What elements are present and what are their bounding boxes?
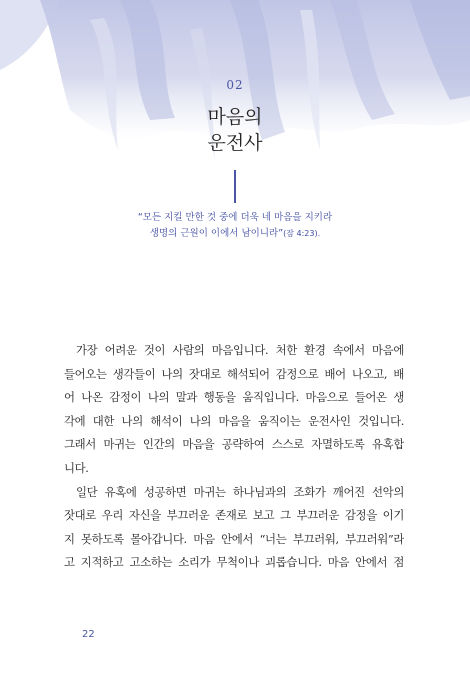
paragraph-1 bbox=[64, 339, 404, 481]
chapter-title-line-2: 운전사 bbox=[207, 132, 263, 154]
paragraph-line: 그래서 마귀는 인간의 마음을 공략하여 스스로 자멸하도록 유혹합 bbox=[64, 437, 404, 452]
paragraph-line: 각에 대한 나의 해석이 나의 마음을 움직이는 운전사인 것입니다. bbox=[64, 413, 404, 428]
epigraph-line-2 bbox=[0, 226, 470, 241]
vertical-divider bbox=[234, 170, 236, 203]
chapter-number: 02 bbox=[226, 78, 244, 92]
paragraph-line: 가장 어려운 것이 사람의 마음입니다. 처한 환경 속에서 마음에 bbox=[76, 343, 404, 357]
epigraph-quote-text: 생명의 근원이 이에서 남이니라” bbox=[149, 228, 284, 239]
paragraph-line: 지 못하도록 몰아갑니다. 마음 안에서 “너는 부끄러워, 부끄러워”라 bbox=[64, 531, 404, 546]
chapter-title-line-1: 마음의 bbox=[207, 106, 263, 128]
epigraph-line-1: “모든 지킬 만한 것 중에 더욱 네 마음을 지키라 bbox=[137, 212, 333, 223]
paragraph-line: 고 지적하고 고소하는 소리가 무척이나 괴롭습니다. 마음 안에서 점 bbox=[64, 555, 404, 570]
paragraph-line: 들어오는 생각들이 나의 잣대로 해석되어 감정으로 배어 나오고, 배 bbox=[64, 366, 404, 381]
paragraph-2 bbox=[64, 481, 404, 575]
paragraph-line: 일단 유혹에 성공하면 마귀는 하나님과의 조화가 깨어진 선악의 bbox=[76, 484, 404, 499]
paragraph-line: 니다. bbox=[64, 460, 89, 475]
paragraph-line: 잣대로 우리 자신을 부끄러운 존재로 보고 그 부끄러운 감정을 이기 bbox=[64, 508, 404, 523]
page-number: 22 bbox=[82, 629, 95, 640]
epigraph-scripture-reference: (잠 4:23). bbox=[283, 229, 321, 238]
body-text bbox=[64, 339, 404, 575]
paragraph-line: 어 나온 감정이 나의 말과 행동을 움직입니다. 마음으로 들어온 생 bbox=[64, 390, 404, 405]
